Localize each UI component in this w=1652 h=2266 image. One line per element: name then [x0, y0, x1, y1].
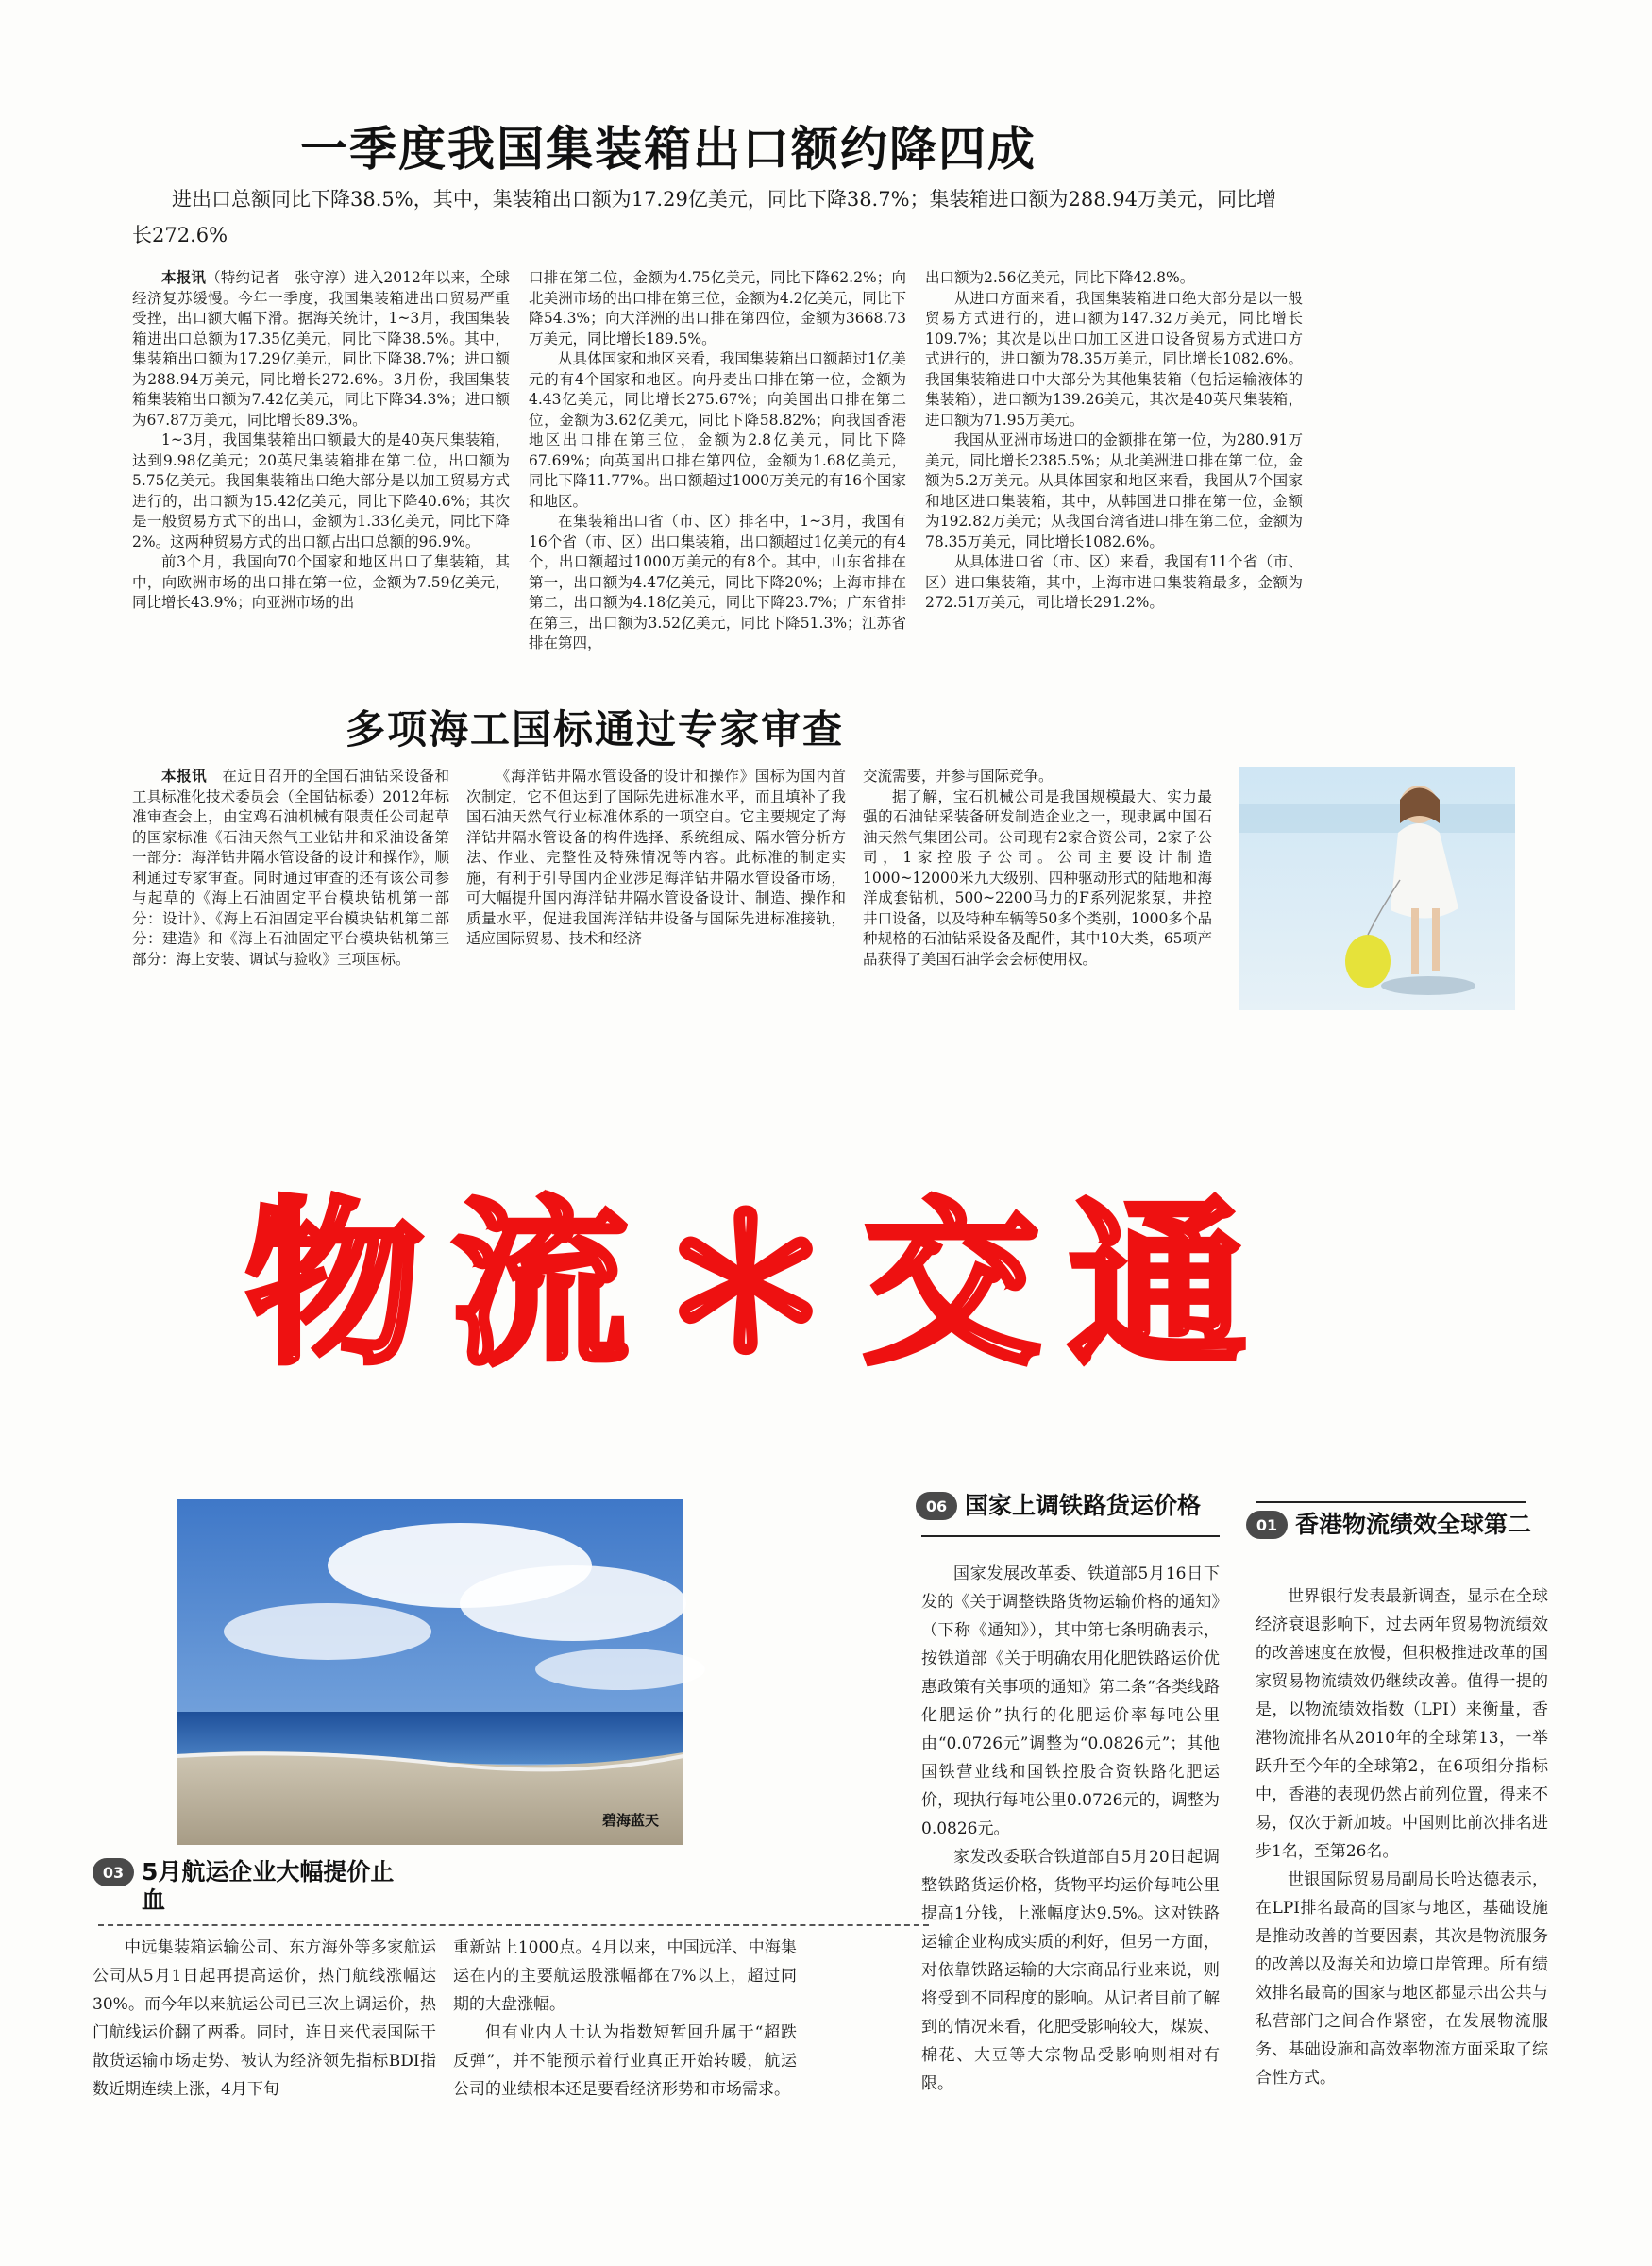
paragraph: 交流需要，并参与国际竞争。	[863, 768, 1054, 785]
article2-headline: 多项海工国标通过专家审查	[346, 706, 845, 753]
brief01-header	[1246, 1511, 1567, 1539]
reporter: （特约记者 张守淳）	[206, 269, 354, 286]
paragraph: 从进口方面来看，我国集装箱进口绝大部分是以一般贸易方式进行的，进口额为147.32万美元，同比增长109.7%；其次是以出口加工区进口设备贸易方式进口方式进行的，进口额为78.35万美元，同比增长1082.6%。我国集装箱进口中大部分为其他集装箱（包括运输液体的集装箱），进口额为139.26美元，其次是40英尺集装箱，进口额为71.95万美元。	[925, 289, 1303, 429]
brief01-rule	[1256, 1501, 1526, 1503]
photo-caption: 碧海蓝天	[601, 1812, 659, 1829]
brief06-body	[921, 1560, 1220, 2098]
brief03-column-2	[453, 1934, 797, 2132]
article2-column-2	[466, 767, 846, 1040]
paragraph: 出口额为2.56亿美元，同比下降42.8%。	[925, 269, 1195, 286]
article1-column-3	[925, 268, 1303, 676]
brief06-rule	[921, 1535, 1220, 1537]
brief06-number: 06	[916, 1492, 957, 1520]
byline: 本报讯	[161, 768, 208, 785]
article2-column-3	[863, 767, 1212, 1040]
paragraph: 据了解，宝石机械公司是我国规模最大、实力最强的石油钻采装备研发制造企业之一，现隶属中国石油天然气集团公司。公司现有2家合资公司，2家子公司，1家控股子公司。公司主要设计制造1000~12000米九大级别、四种驱动形式的陆地和海洋成套钻机，500~2200马力的F系列泥浆泵，井控井口设备，以及特种车辆等50多个类别，1000多个品种规格的石油钻采设备及配件，其中10大类，65项产品获得了美国石油学会会标使用权。	[863, 787, 1212, 968]
paragraph: 口排在第二位，金额为4.75亿美元，同比下降62.2%；向北美洲市场的出口排在第三位，金额为4.2亿美元，同比下降54.3%；向大洋洲的出口排在第四位，金额为3668.73万美元，同比增长189.5%。	[529, 269, 906, 347]
paragraph: 在近日召开的全国石油钻采设备和工具标准化技术委员会（全国钻标委）2012年标准审查会上，由宝鸡石油机械有限责任公司起草的国家标准《石油天然气工业钻井和采油设备第一部分：海洋钻井隔水管设备的设计和操作》，顺利通过专家审查。同时通过审查的还有该公司参与起草的《海上石油固定平台模块钻机第一部分：设计》、《海上石油固定平台模块钻机第二部分：建造》和《海上石油固定平台模块钻机第三部分：海上安装、调试与验收》三项国标。	[132, 768, 449, 968]
brief03-column-1	[93, 1934, 436, 2132]
girl-with-balloon-photo	[1239, 767, 1515, 1010]
article1-subhead: 进出口总额同比下降38.5%，其中，集装箱出口额为17.29亿美元，同比下降38.7%；集装箱进口额为288.94万美元，同比增长272.6%	[132, 188, 1277, 246]
brief03-number: 03	[93, 1858, 134, 1886]
byline: 本报讯	[161, 269, 207, 286]
paragraph: 我国从亚洲市场进口的金额排在第一位，为280.91万美元，同比增长2385.5%；从北美洲进口排在第二位，金额为5.2万美元。从具体国家和地区来看，我国从7个国家和地区进口集装箱，其中，从韩国进口排在第一位，金额为192.82万美元；从我国台湾省进口排在第二位，金额为78.35万美元，同比增长1082.6%。	[925, 431, 1303, 550]
paragraph: 在集装箱出口省（市、区）排名中，1~3月，我国有16个省（市、区）出口集装箱，出口额超过1亿美元的有4个，出口额超过1000万美元的有8个。其中，山东省排在第一，出口额为4.47亿美元，同比下降20%；上海市排在第二，出口额为4.18亿美元，同比下降23.7%；广东省排在第三，出口额为3.52亿美元，同比下降51.3%；江苏省排在第四，	[529, 513, 906, 651]
brief03-rule	[98, 1924, 929, 1926]
paragraph: 国家发展改革委、铁道部5月16日下发的《关于调整铁路货物运输价格的通知》（下称《通知》），其中第七条明确表示，按铁道部《关于明确农用化肥铁路运价优惠政策有关事项的通知》第二条“各类线路化肥运价”执行的化肥运价率每吨公里由“0.0726元”调整为“0.0826元”；其他国铁营业线和国铁控股合资铁路化肥运价，现执行每吨公里0.0726元的，调整为0.0826元。	[921, 1564, 1220, 1838]
section-stamp: 物流＊交通	[245, 1182, 1274, 1389]
brief06-title: 国家上调铁路货运价格	[965, 1492, 1202, 1519]
paragraph: 重新站上1000点。4月以来，中国远洋、中海集运在内的主要航运股涨幅都在7%以上，超过同期的大盘涨幅。	[453, 1938, 797, 2014]
paragraph: 从具体进口省（市、区）来看，我国有11个省（市、区）进口集装箱，其中，上海市进口集装箱最多，金额为272.51万美元，同比增长291.2%。	[925, 553, 1303, 611]
paragraph: 世银国际贸易局副局长哈达德表示，在LPI排名最高的国家与地区，基础设施是推动改善的首要因素，其次是物流服务的改善以及海关和边境口岸管理。所有绩效排名最高的国家与地区都显示出公共与私营部门之间合作紧密，在发展物流服务、基础设施和高效率物流方面采取了综合性方式。	[1256, 1870, 1548, 2088]
article2-column-1	[132, 767, 449, 1040]
sea-sky-photo	[177, 1499, 683, 1845]
paragraph: 1~3月，我国集装箱出口额最大的是40英尺集装箱，达到9.98亿美元；20英尺集装箱排在第二位，出口额为5.75亿美元。我国集装箱出口绝大部分是以加工贸易方式进行的，出口额为15.42亿美元，同比下降40.6%；其次是一般贸易方式下的出口，金额为1.33亿美元，同比下降2%。这两种贸易方式的出口额占出口总额的96.9%。	[132, 431, 510, 550]
paragraph: 世界银行发表最新调查，显示在全球经济衰退影响下，过去两年贸易物流绩效的改善速度在放慢，但积极推进改革的国家贸易物流绩效仍继续改善。值得一提的是，以物流绩效指数（LPI）来衡量，香港物流排名从2010年的全球第13，一举跃升至今年的全球第2，在6项细分指标中，香港的表现仍然占前列位置，得来不易，仅次于新加坡。中国则比前次排名进步1名，至第26名。	[1256, 1587, 1548, 1861]
brief03-title: 5月航运企业大幅提价止血	[142, 1858, 395, 1914]
paragraph: 进入2012年以来，全球经济复苏缓慢。今年一季度，我国集装箱进出口贸易严重受挫，出口额大幅下滑。据海关统计，1~3月，我国集装箱进出口总额为17.35亿美元，同比下降38.5%。其中，集装箱出口额为17.29亿美元，同比下降38.7%；进口额为288.94万美元，同比增长272.6%。3月份，我国集装箱集装箱出口额为7.42亿美元，同比下降34.3%；进口额为67.87万美元，同比增长89.3%。	[132, 269, 510, 429]
paragraph: 中远集装箱运输公司、东方海外等多家航运公司从5月1日起再提高运价，热门航线涨幅达30%。而今年以来航运公司已三次上调运价，热门航线运价翻了两番。同时，连日来代表国际干散货运输市场走势、被认为经济领先指标BDI指数近期连续上涨，4月下旬	[93, 1938, 436, 2099]
paragraph: 从具体国家和地区来看，我国集装箱出口额超过1亿美元的有4个国家和地区。向丹麦出口排在第一位，金额为4.43亿美元，同比增长275.67%；向美国出口排在第二位，金额为3.62亿美元，同比下降58.82%；向我国香港地区出口排在第三位，金额为2.8亿美元，同比下降67.69%；向英国出口排在第四位，金额为1.68亿美元，同比下降11.77%。出口额超过1000万美元的有16个国家和地区。	[529, 350, 906, 510]
article1-column-2	[529, 268, 906, 676]
brief01-number: 01	[1246, 1511, 1288, 1539]
paragraph: 前3个月，我国向70个国家和地区出口了集装箱，其中，向欧洲市场的出口排在第一位，金额为7.59亿美元，同比增长43.9%；向亚洲市场的出	[132, 553, 510, 611]
paragraph: 家发改委联合铁道部自5月20日起调整铁路货运价格，货物平均运价每吨公里提高1分钱，上涨幅度达9.5%。这对铁路运输企业构成实质的利好，但另一方面，对依靠铁路运输的大宗商品行业来说，则将受到不同程度的影响。从记者目前了解到的情况来看，化肥受影响较大，煤炭、棉花、大豆等大宗物品受影响则相对有限。	[921, 1848, 1220, 2093]
article1-headline: 一季度我国集装箱出口额约降四成	[300, 121, 1037, 177]
brief01-title: 香港物流绩效全球第二	[1295, 1511, 1532, 1538]
paragraph: 《海洋钻井隔水管设备的设计和操作》国标为国内首次制定，它不但达到了国际先进标准水平，而且填补了我国石油天然气行业标准体系的一项空白。它主要规定了海洋钻井隔水管设备的构件选择、系统组成、隔水管分析方法、作业、完整性及特殊情况等内容。此标准的制定实施，有利于引导国内企业涉足海洋钻井隔水管设备市场，可大幅提升国内海洋钻井隔水管设备设计、制造、操作和质量水平，促进我国海洋钻井设备与国际先进标准接轨，适应国际贸易、技术和经济	[466, 768, 846, 947]
brief01-body	[1256, 1582, 1548, 2088]
brief06-header	[916, 1492, 1237, 1520]
article1-column-1	[132, 268, 510, 676]
brief03-header	[93, 1858, 404, 1915]
paragraph: 但有业内人士认为指数短暂回升属于“超跌反弹”，并不能预示着行业真正开始转暖，航运公司的业绩根本还是要看经济形势和市场需求。	[453, 2023, 797, 2099]
